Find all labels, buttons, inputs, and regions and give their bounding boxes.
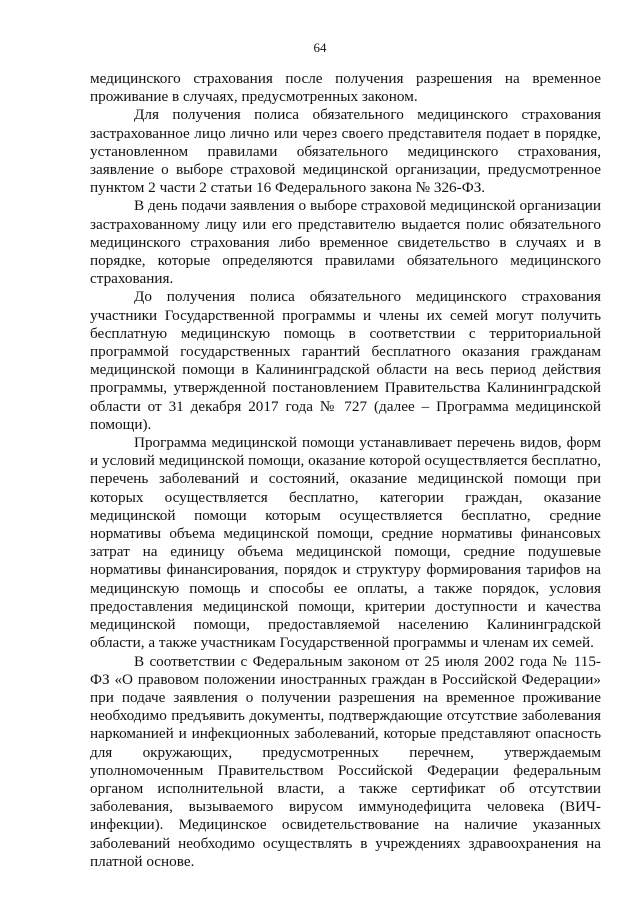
paragraph: Для получения полиса обязательного медицинского страхования застрахованное лицо лично или через своего представителя подает в порядке, установленном правилами обязательного медицинского страхования, заявление о выборе страховой медицинской организации, предусмотренное пунктом 2 части 2 статьи 16 Федерального закона № 326-ФЗ.: [90, 106, 601, 197]
paragraph: В день подачи заявления о выборе страховой медицинской организации застрахованному лицу или его представителю выдается полис обязательного медицинского страхования либо временное свидетельство в случаях и в порядке, которые определяются правилами обязательного медицинского страхования.: [90, 197, 601, 288]
paragraph-continuation: медицинского страхования после получения разрешения на временное проживание в случаях, предусмотренных законом.: [90, 70, 601, 106]
paragraph: Программа медицинской помощи устанавливает перечень видов, форм и условий медицинской помощи, оказание которой осуществляется бесплатно, перечень заболеваний и состояний, оказание медицинской помощи при которых осуществляется бесплатно, категории граждан, оказание медицинской помощи которым осуществляется бесплатно, средние нормативы объема медицинской помощи, средние нормативы финансовых затрат на единицу объема медицинской помощи, средние подушевые нормативы финансирования, порядок и структуру формирования тарифов на медицинскую помощь и способы ее оплаты, а также порядок, условия предоставления медицинской помощи, критерии доступности и качества медицинской помощи, предоставляемой населению Калининградской области, а также участникам Государственной программы и членам их семей.: [90, 434, 601, 652]
paragraph: До получения полиса обязательного медицинского страхования участники Государственной программы и члены их семей могут получить бесплатную медицинскую помощь в соответствии с территориальной программой государственных гарантий бесплатного оказания гражданам медицинской помощи в Калининградской области на весь период действия программы, утвержденной постановлением Правительства Калининградской области от 31 декабря 2017 года № 727 (далее – Программа медицинской помощи).: [90, 288, 601, 433]
page-body: [90, 70, 601, 871]
paragraph: В соответствии с Федеральным законом от 25 июля 2002 года № 115-ФЗ «О правовом положении иностранных граждан в Российской Федерации» при подаче заявления о получении разрешения на временное проживание необходимо предъявить документы, подтверждающие отсутствие заболевания наркоманией и инфекционных заболеваний, которые представляют опасность для окружающих, предусмотренных перечнем, утверждаемым уполномоченным Правительством Российской Федерации федеральным органом исполнительной власти, а также сертификат об отсутствии заболевания, вызываемого вирусом иммунодефицита человека (ВИЧ-инфекции). Медицинское освидетельствование на наличие указанных заболеваний необходимо осуществлять в учреждениях здравоохранения на платной основе.: [90, 652, 601, 870]
page-number: 64: [313, 40, 327, 55]
